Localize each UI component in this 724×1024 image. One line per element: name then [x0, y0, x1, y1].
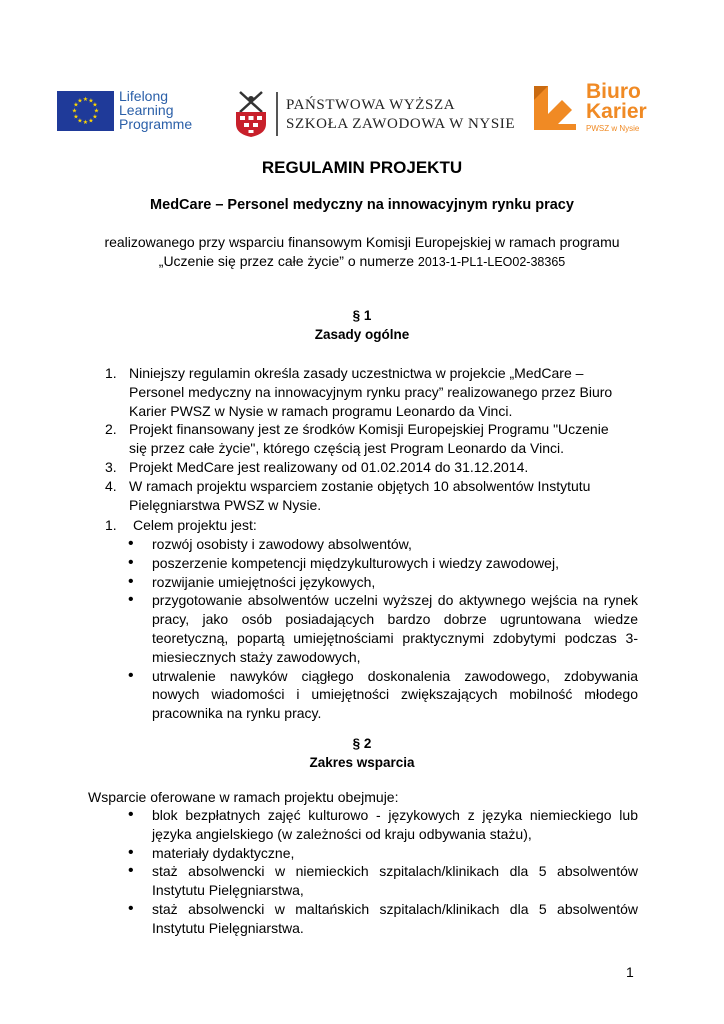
section-1-heading: [0, 306, 724, 344]
item-number: 2.: [105, 421, 117, 438]
biuro-logo-text: [586, 82, 647, 122]
svg-text:★: ★: [88, 97, 94, 105]
svg-text:★: ★: [92, 113, 98, 121]
list-item: • blok bezpłatnych zajęć kulturowo - językowych z języka niemieckiego lub języka angielskiego (w zależności od kraju odbywania stażu),: [128, 806, 638, 844]
section-1-goal-label: [105, 516, 625, 535]
list-item: [105, 458, 625, 477]
item-number: 1.: [105, 517, 117, 533]
list-item: • poszerzenie kompetencji międzykulturowych i wiedzy zawodowej,: [128, 554, 638, 573]
biuro-logo-subtext: PWSZ w Nysie: [586, 124, 640, 133]
section-1-number: § 1: [352, 308, 372, 323]
item-text: Projekt MedCare jest realizowany od 01.02.2014 do 31.12.2014.: [129, 458, 529, 475]
item-text: Projekt finansowany jest ze środków Komisji Europejskiej Programu "Uczenie się przez całe życie", którego częścią jest Program Leonardo da Vinci.: [129, 421, 609, 457]
funding-text: realizowanego przy wsparciu finansowym Komisji Europejskiej w ramach programu „Uczenie się przez całe życie” o numerze: [104, 234, 620, 269]
llp-logo-text: [119, 89, 192, 131]
lifelong-learning-logo: [57, 89, 197, 133]
svg-text:★: ★: [77, 97, 83, 105]
list-item: [105, 516, 625, 535]
crest-icon: [232, 90, 270, 138]
page-number: 1: [626, 964, 634, 980]
section-2-heading: [0, 734, 724, 772]
section-1-title: Zasady ogólne: [314, 327, 410, 342]
eu-flag-icon: [57, 91, 114, 131]
svg-text:★: ★: [82, 96, 89, 103]
list-item: • staż absolwencki w niemieckich szpitalach/klinikach dla 5 absolwentów Instytutu Pielęgniarstwa,: [128, 862, 638, 900]
pwsz-logo: [232, 90, 516, 140]
list-item: [105, 420, 625, 458]
project-number: 2013-1-PL1-LEO02-38365: [417, 255, 566, 269]
item-text: Celem projektu jest:: [133, 517, 257, 533]
list-item: • utrwalenie nawyków ciągłego doskonalenia zawodowego, zdobywania nowych wiadomości i umiejętności zwiększających mobilność młodego pracownika na rynku pracy.: [128, 667, 638, 723]
pwsz-logo-text: [286, 96, 515, 134]
section-2-support-list: [128, 806, 638, 938]
llp-line-3: Programme: [119, 116, 193, 132]
item-text: Niniejszy regulamin określa zasady uczestnictwa w projekcie „MedCare – Personel medyczny na innowacyjnym rynku pracy” realizowanego przez Biuro Karier PWSZ w Nysie w ramach programu Leonardo da Vinci.: [129, 365, 613, 419]
svg-text:★: ★: [73, 113, 79, 121]
biuro-line-1: Biuro: [586, 80, 641, 103]
svg-text:★: ★: [92, 101, 98, 109]
section-1-rules-list: [105, 364, 625, 514]
svg-text:★: ★: [93, 107, 100, 115]
svg-text:★: ★: [88, 117, 94, 125]
list-item: • przygotowanie absolwentów uczelni wyższej do aktywnego wejścia na rynek pracy, jako osób posiadających bardzo dobrze ugruntowana wiedze teoretyczną, popartą umiejętnościami praktycznymi zdobytymi podczas 3-miesiecznych staży zawodowych,: [128, 591, 638, 666]
pwsz-line-1: PAŃSTWOWA WYŻSZA: [286, 97, 456, 113]
item-text: W ramach projektu wsparciem zostanie objętych 10 absolwentów Instytutu Pielęgniarstwa PWSZ w Nysie.: [129, 477, 591, 513]
biuro-karier-logo: [532, 82, 652, 138]
svg-text:★: ★: [73, 101, 79, 109]
list-item: [105, 477, 625, 515]
list-item: • rozwój osobisty i zawodowy absolwentów,: [128, 535, 638, 554]
section-1-goals-list: [128, 535, 638, 723]
document-title: REGULAMIN PROJEKTU: [261, 158, 463, 177]
list-item: • staż absolwencki w maltańskich szpitalach/klinikach dla 5 absolwentów Instytutu Pielęgniarstwa.: [128, 900, 638, 938]
item-number: 4.: [105, 477, 117, 494]
svg-text:★: ★: [77, 117, 83, 125]
document-subtitle: MedCare – Personel medyczny na innowacyjnym rynku pracy: [150, 197, 574, 213]
section-2-title: Zakres wsparcia: [309, 755, 415, 770]
item-number: 3.: [105, 458, 117, 475]
funding-statement: [88, 233, 636, 272]
section-2-intro: Wsparcie oferowane w ramach projektu obejmuje:: [88, 789, 399, 805]
pwsz-line-2: SZKOŁA ZAWODOWA W NYSIE: [286, 116, 516, 132]
list-item: • materiały dydaktyczne,: [128, 844, 638, 863]
list-item: [105, 364, 625, 420]
svg-text:★: ★: [71, 107, 78, 115]
pwsz-divider: [276, 92, 278, 136]
item-number: 1.: [105, 365, 117, 381]
section-2-number: § 2: [352, 736, 372, 751]
list-item: • rozwijanie umiejętności językowych,: [128, 573, 638, 592]
llp-line-2: Learning: [119, 102, 174, 118]
biuro-line-2: Karier: [586, 100, 647, 123]
svg-text:★: ★: [82, 119, 89, 126]
llp-line-1: Lifelong: [119, 88, 169, 104]
biuro-arrow-icon: [532, 84, 580, 132]
